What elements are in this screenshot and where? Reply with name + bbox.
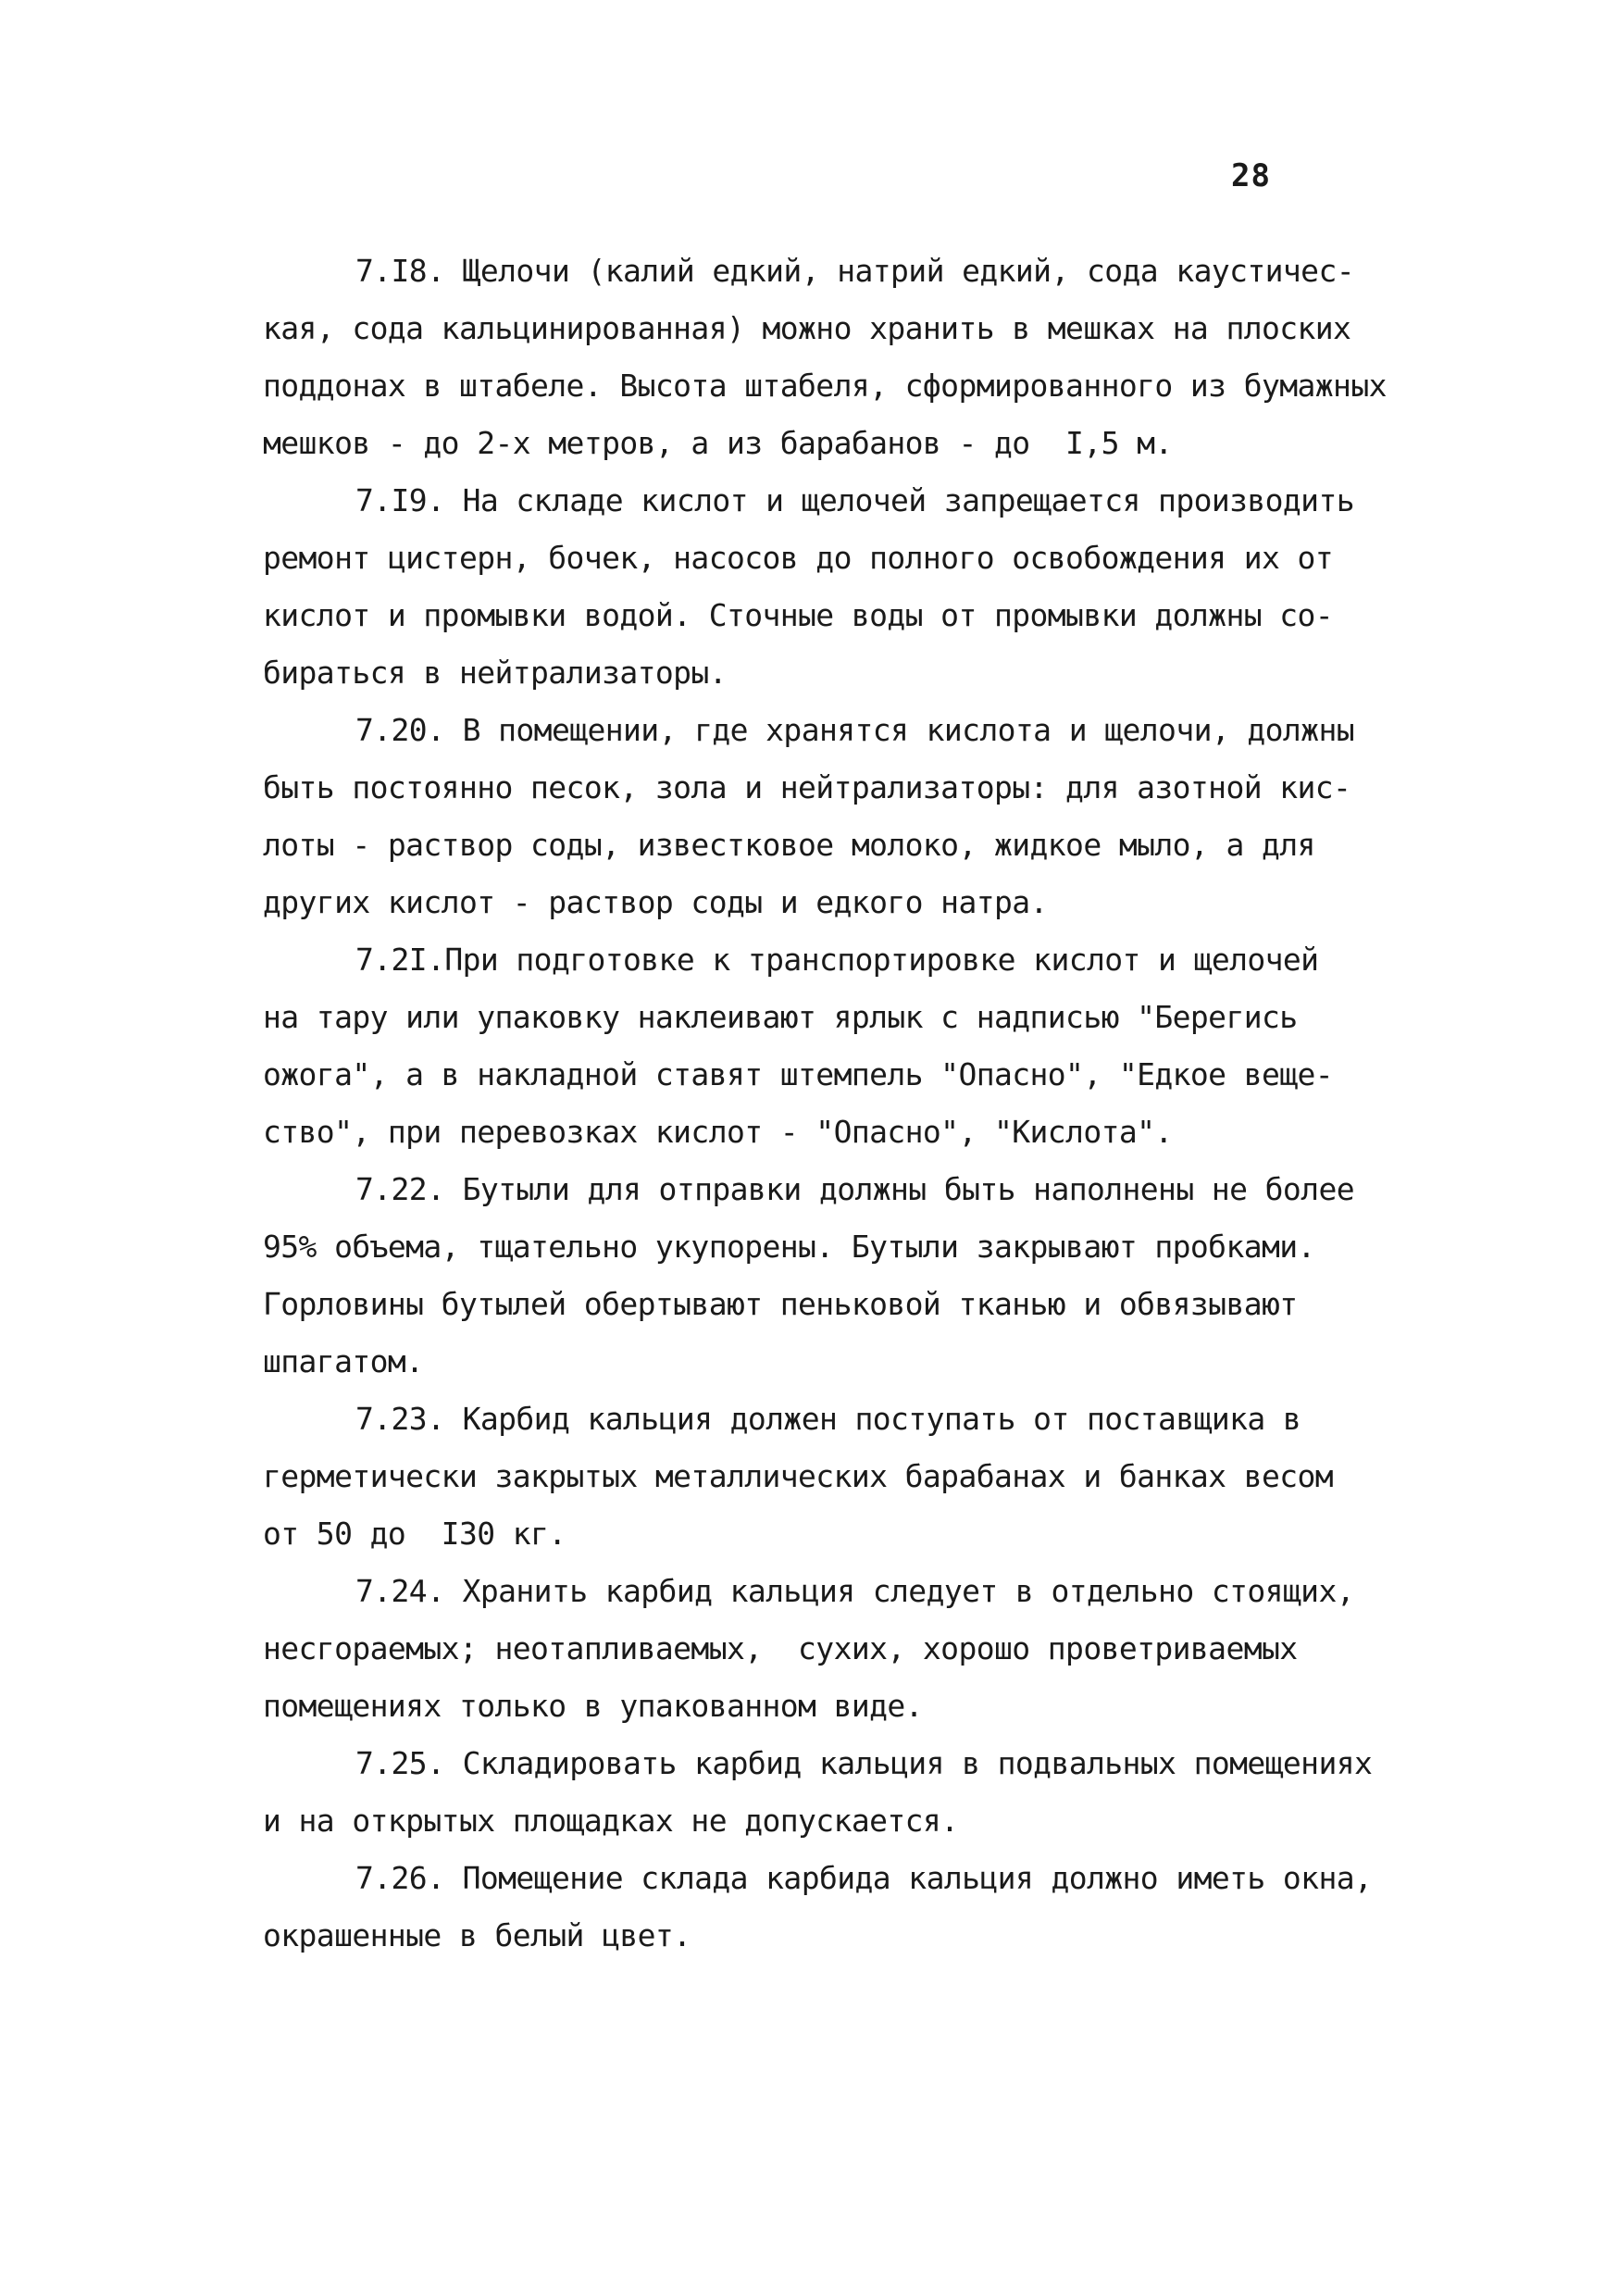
paragraph-first-line: 7.I8. Щелочи (калий едкий, натрий едкий, сода каустичес- bbox=[355, 253, 1354, 289]
text-line: помещениях только в упакованном виде. bbox=[263, 1688, 923, 1724]
text-line: окрашенные в белый цвет. bbox=[263, 1917, 691, 1953]
text-line: от 50 до I30 кг. bbox=[263, 1516, 566, 1552]
text-line: на тару или упаковку наклеивают ярлык с надписью "Берегись bbox=[263, 999, 1298, 1035]
paragraph-first-line: 7.I9. На складе кислот и щелочей запрещается производить bbox=[355, 482, 1354, 518]
text-line: 95% объема, тщательно укупорены. Бутыли закрывают пробками. bbox=[263, 1229, 1315, 1265]
paragraph-first-line: 7.2I.При подготовке к транспортировке кислот и щелочей bbox=[355, 942, 1319, 978]
document-body bbox=[263, 243, 1411, 1965]
text-line: быть постоянно песок, зола и нейтрализаторы: для азотной кис- bbox=[263, 769, 1351, 805]
paragraph-first-line: 7.20. В помещении, где хранятся кислота и щелочи, должны bbox=[355, 712, 1354, 748]
paragraph-first-line: 7.22. Бутыли для отправки должны быть наполнены не более bbox=[355, 1171, 1354, 1207]
text-line: кислот и промывки водой. Сточные воды от промывки должны со- bbox=[263, 597, 1334, 633]
paragraph-first-line: 7.23. Карбид кальция должен поступать от поставщика в bbox=[355, 1401, 1301, 1437]
page-number: 28 bbox=[1231, 157, 1271, 194]
paragraph-first-line: 7.24. Хранить карбид кальция следует в отдельно стоящих, bbox=[355, 1573, 1354, 1609]
text-line: шпагатом. bbox=[263, 1343, 424, 1379]
text-line: ожога", а в накладной ставят штемпель "Опасно", "Едкое веще- bbox=[263, 1056, 1334, 1092]
text-line: несгораемых; неотапливаемых, сухих, хорошо проветриваемых bbox=[263, 1630, 1298, 1666]
text-line: ремонт цистерн, бочек, насосов до полного освобождения их от bbox=[263, 540, 1334, 576]
paragraph-first-line: 7.25. Складировать карбид кальция в подвальных помещениях bbox=[355, 1745, 1373, 1781]
text-line: ство", при перевозках кислот - "Опасно", "Кислота". bbox=[263, 1114, 1173, 1150]
text-line: поддонах в штабеле. Высота штабеля, сформированного из бумажных bbox=[263, 368, 1387, 404]
text-line: герметически закрытых металлических барабанах и банках весом bbox=[263, 1458, 1334, 1494]
paragraph-first-line: 7.26. Помещение склада карбида кальция должно иметь окна, bbox=[355, 1860, 1373, 1896]
text-line: и на открытых площадках не допускается. bbox=[263, 1803, 959, 1839]
text-line: кая, сода кальцинированная) можно хранить в мешках на плоских bbox=[263, 310, 1351, 346]
text-line: Горловины бутылей обертывают пеньковой тканью и обвязывают bbox=[263, 1286, 1298, 1322]
text-line: бираться в нейтрализаторы. bbox=[263, 655, 727, 691]
text-line: лоты - раствор соды, известковое молоко, жидкое мыло, а для bbox=[263, 827, 1315, 863]
text-line: других кислот - раствор соды и едкого натра. bbox=[263, 884, 1048, 920]
text-line: мешков - до 2-х метров, а из барабанов - до I,5 м. bbox=[263, 425, 1173, 461]
